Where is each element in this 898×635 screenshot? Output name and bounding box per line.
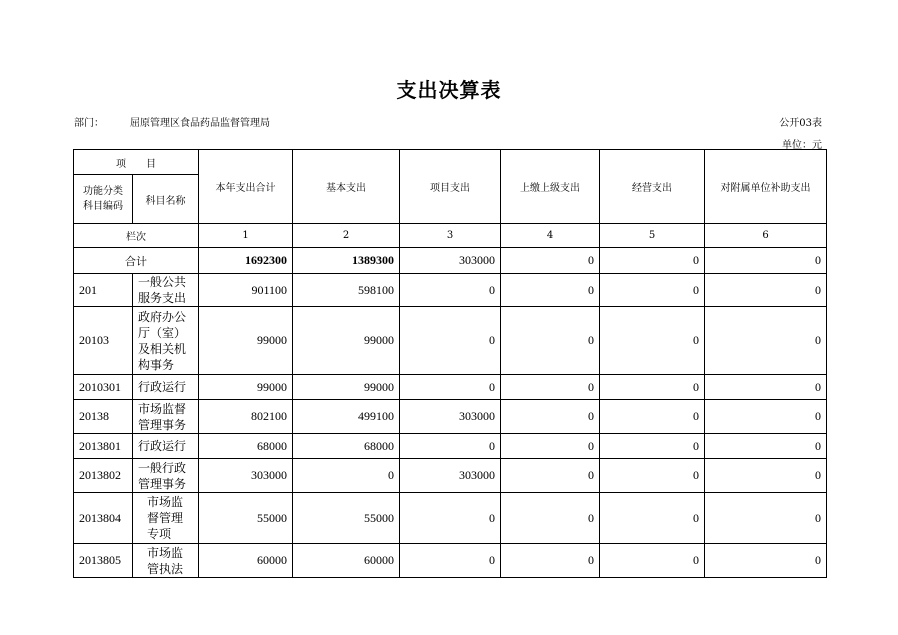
table-cell: 55000 [199,493,293,544]
code-cell: 20103 [74,307,133,375]
table-cell: 99000 [199,307,293,375]
table-cell: 0 [705,544,827,578]
table-cell: 0 [501,375,600,400]
table-cell: 1389300 [293,248,400,274]
table-cell: 0 [705,434,827,459]
expenditure-table [73,149,827,578]
column-header: 本年支出合计 [199,150,293,224]
table-cell: 0 [705,400,827,434]
column-number: 3 [400,224,501,248]
code-header: 功能分类科目编码 [74,175,133,224]
code-cell: 20138 [74,400,133,434]
table-cell: 0 [705,274,827,307]
name-cell: 行政运行 [133,434,199,459]
table-row [74,459,827,493]
page-title: 支出决算表 [396,78,502,102]
table-cell: 0 [600,544,705,578]
name-header: 科目名称 [133,175,199,224]
table-cell: 0 [501,493,600,544]
table-row [74,375,827,400]
table-row [74,434,827,459]
total-row [74,248,827,274]
table-cell: 0 [501,434,600,459]
name-cell: 市场监管执法 [133,544,199,578]
table-cell: 0 [600,459,705,493]
table-cell: 499100 [293,400,400,434]
name-cell: 一般行政管理事务 [133,459,199,493]
unit-label: 单位：元 [782,140,822,151]
table-cell: 0 [501,248,600,274]
table-cell: 0 [400,307,501,375]
column-header: 对附属单位补助支出 [705,150,827,224]
name-cell: 市场监督管理事务 [133,400,199,434]
table-cell: 0 [501,459,600,493]
name-cell: 一般公共服务支出 [133,274,199,307]
table-cell: 0 [600,493,705,544]
table-cell: 0 [293,459,400,493]
table-cell: 0 [600,307,705,375]
name-cell: 市场监督管理专项 [133,493,199,544]
column-header: 经营支出 [600,150,705,224]
table-cell: 68000 [199,434,293,459]
column-number: 5 [600,224,705,248]
column-number: 4 [501,224,600,248]
table-row [74,307,827,375]
table-row [74,493,827,544]
table-cell: 60000 [293,544,400,578]
table-cell: 0 [705,459,827,493]
table-cell: 99000 [293,375,400,400]
table-cell: 901100 [199,274,293,307]
table-cell: 303000 [400,248,501,274]
total-label: 合计 [74,248,199,274]
department [74,114,270,129]
table-cell: 60000 [199,544,293,578]
table-cell: 0 [400,493,501,544]
column-header: 项目支出 [400,150,501,224]
table-cell: 0 [705,248,827,274]
item-header: 项 目 [74,150,199,175]
table-cell: 55000 [293,493,400,544]
table-cell: 303000 [199,459,293,493]
lanci-label: 栏次 [74,224,199,248]
table-cell: 0 [600,434,705,459]
table-cell: 802100 [199,400,293,434]
table-cell: 68000 [293,434,400,459]
table-cell: 0 [600,375,705,400]
code-cell: 2013801 [74,434,133,459]
table-cell: 0 [705,493,827,544]
table-cell: 0 [705,307,827,375]
code-cell: 2013805 [74,544,133,578]
table-cell: 0 [400,274,501,307]
code-cell: 2010301 [74,375,133,400]
table-cell: 99000 [199,375,293,400]
name-cell: 政府办公厅（室）及相关机构事务 [133,307,199,375]
table-cell: 0 [400,375,501,400]
table-row [74,274,827,307]
table-cell: 0 [501,544,600,578]
table-cell: 598100 [293,274,400,307]
table-cell: 303000 [400,400,501,434]
code-cell: 2013802 [74,459,133,493]
table-row [74,400,827,434]
table-cell: 0 [400,544,501,578]
column-number: 6 [705,224,827,248]
table-row [74,544,827,578]
column-header: 上缴上级支出 [501,150,600,224]
table-cell: 0 [600,400,705,434]
table-cell: 0 [600,248,705,274]
table-cell: 0 [501,307,600,375]
department-label: 部门： [74,118,104,129]
table-cell: 1692300 [199,248,293,274]
table-cell: 99000 [293,307,400,375]
table-cell: 0 [705,375,827,400]
code-cell: 201 [74,274,133,307]
code-cell: 2013804 [74,493,133,544]
column-number: 1 [199,224,293,248]
table-cell: 0 [600,274,705,307]
name-cell: 行政运行 [133,375,199,400]
table-cell: 0 [501,274,600,307]
table-cell: 0 [400,434,501,459]
form-number: 公开03表 [779,118,822,129]
table-cell: 303000 [400,459,501,493]
department-value: 屈原管理区食品药品监督管理局 [130,118,270,129]
column-header: 基本支出 [293,150,400,224]
table-cell: 0 [501,400,600,434]
column-number: 2 [293,224,400,248]
